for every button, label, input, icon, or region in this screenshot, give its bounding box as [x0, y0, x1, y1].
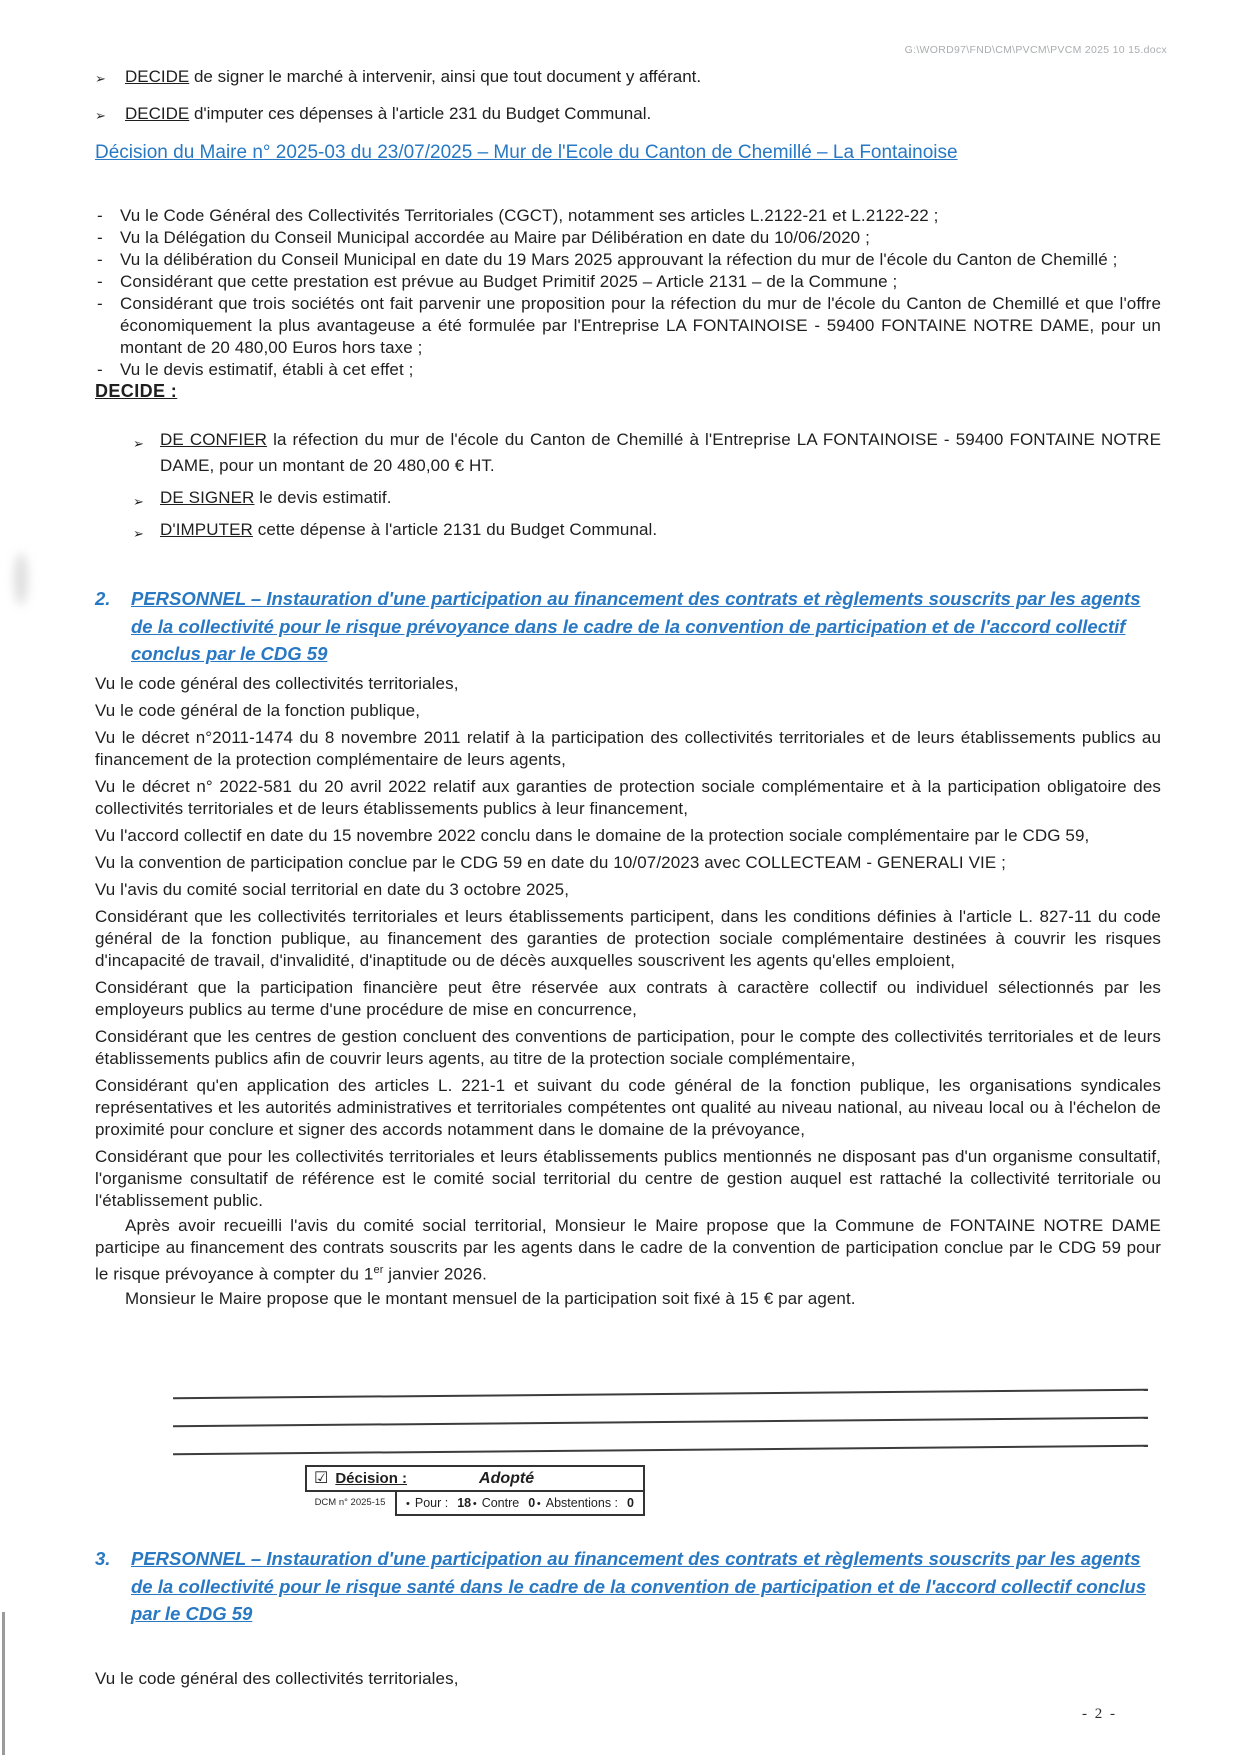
list-item — [95, 271, 1161, 293]
section-title: PERSONNEL – Instauration d'une participation au financement des contrats et règlements souscrits par les agents de la collectivité pour le risque santé dans le cadre de la convention de participation et de l'accord collectif conclus par le CDG 59 — [131, 1548, 1146, 1624]
ruled-line — [173, 1445, 1148, 1456]
decide-text: d'imputer ces dépenses à l'article 231 du Budget Communal. — [189, 104, 652, 123]
decide-bullet — [95, 66, 1161, 87]
consideration-text: Considérant que trois sociétés ont fait parvenir une proposition pour la réfection du mur de l'école du Canton de Chemillé et que l'offre économiquement la plus avantageuse a été formulée par l'Entreprise LA FONTAINOISE - 59400 FONTAINE NOTRE DAME, pour un montant de 20 480,00 Euros hors taxe ; — [120, 294, 1161, 357]
paragraph: Considérant qu'en application des articles L. 221-1 et suivant du code général de la fonction publique, les organisations syndicales représentatives et les autorités administratives et territoriales compétentes ont qualité au niveau national, au niveau local ou à l'échelon de proximité pour conclure et signer des accords notamment dans le domaine de la prévoyance, — [95, 1075, 1161, 1139]
dash-marker-icon: - — [97, 294, 103, 313]
document-body — [95, 66, 1161, 1310]
section-number: 3. — [95, 1548, 111, 1569]
action-keyword: DE SIGNER — [160, 488, 255, 507]
ruled-line — [173, 1417, 1148, 1428]
dot-bullet-icon: • — [406, 1498, 410, 1510]
page-bottom-block — [95, 1393, 1161, 1690]
proposal-text: Après avoir recueilli l'avis du comité social territorial, Monsieur le Maire propose que la Commune de FONTAINE NOTRE DAME participe au financement des contrats souscrits par les agents dans le cadre de la convention de participation conclue par le CDG 59 pour le risque prévoyance à compter du 1 — [95, 1215, 1161, 1284]
list-item — [95, 359, 1161, 381]
vote-label: Contre — [481, 1496, 520, 1510]
arrow-bullet-icon: ➢ — [95, 108, 106, 123]
paragraph: Vu le décret n°2011-1474 du 8 novembre 2011 relatif à la participation des collectivités territoriales et de leurs établissements publics au financement de la protection complémentaire de leurs agents, — [95, 727, 1161, 769]
vote-label: Abstentions : — [545, 1496, 619, 1510]
action-text: la réfection du mur de l'école du Canton de Chemillé à l'Entreprise LA FONTAINOISE - 59400 FONTAINE NOTRE DAME, pour un montant de 20 480,00 € HT. — [160, 430, 1162, 475]
consideration-text: Vu le Code Général des Collectivités Territoriales (CGCT), notamment ses articles L.2122-21 et L.2122-22 ; — [120, 206, 939, 225]
arrow-bullet-icon: ➢ — [133, 526, 144, 541]
list-item — [95, 205, 1161, 227]
scan-smudge-artifact — [14, 553, 28, 605]
paragraph: Considérant que les collectivités territoriales et leurs établissements participent, dans les conditions définies à l'article L. 827-11 du code général de la fonction publique, au financement des garanties de protection sociale complémentaire destinées à couvrir les risques d'incapacité de travail, d'invalidité, d'inaptitude ou de décès auxquelles souscrivent les agents qu'elles emploient, — [95, 906, 1161, 970]
considerations-list — [95, 205, 1161, 381]
list-item — [95, 293, 1161, 359]
participation-amount-paragraph: Monsieur le Maire propose que le montant mensuel de la participation soit fixé à 15 € par agent. — [125, 1289, 856, 1309]
decision-result-row — [305, 1465, 645, 1492]
paragraph: Vu l'accord collectif en date du 15 novembre 2022 conclu dans le domaine de la protection sociale complémentaire par le CDG 59, — [95, 825, 1090, 845]
action-keyword: D'IMPUTER — [160, 520, 253, 539]
list-item — [95, 227, 1161, 249]
paragraph: Vu la convention de participation conclue par le CDG 59 en date du 10/07/2023 avec COLLECTEAM - GENERALI VIE ; — [95, 852, 1006, 872]
scan-edge-artifact — [2, 1612, 5, 1755]
section-3-first-paragraph: Vu le code général des collectivités territoriales, — [95, 1668, 459, 1688]
dash-marker-icon: - — [97, 360, 103, 379]
paragraph: Vu l'avis du comité social territorial en date du 3 octobre 2025, — [95, 879, 570, 899]
ruled-line — [173, 1389, 1148, 1400]
decide-heading: DECIDE : — [95, 381, 178, 401]
decision-votes-row — [305, 1492, 645, 1516]
dot-bullet-icon: • — [536, 1498, 541, 1510]
decide-bullet — [95, 103, 1161, 124]
list-item — [95, 249, 1161, 271]
dot-bullet-icon: • — [472, 1498, 477, 1510]
arrow-bullet-icon: ➢ — [133, 494, 144, 509]
arrow-bullet-icon: ➢ — [133, 436, 144, 451]
vote-abstentions — [537, 1496, 634, 1510]
consideration-text: Considérant que cette prestation est prévue au Budget Primitif 2025 – Article 2131 – de la Commune ; — [120, 272, 898, 291]
consideration-text: Vu la délibération du Conseil Municipal en date du 19 Mars 2025 approuvant la réfection du mur de l'école du Canton de Chemillé ; — [120, 250, 1118, 269]
decide-text: de signer le marché à intervenir, ainsi que tout document y afférant. — [189, 67, 702, 86]
action-text: cette dépense à l'article 2131 du Budget Communal. — [252, 520, 658, 539]
paragraph: Considérant que pour les collectivités territoriales et leurs établissements publics mentionnés ne disposant pas d'un organisme consultatif, l'organisme consultatif de référence est le comité social territorial du centre de gestion auquel est rattaché la collectivité territoriale ou l'établissement public. — [95, 1146, 1161, 1210]
action-item — [133, 485, 1161, 511]
deliberation-reference: DCM n° 2025-15 — [314, 1497, 386, 1508]
vote-value: 0 — [528, 1496, 536, 1510]
mayor-proposal-paragraph — [95, 1215, 1161, 1286]
decide-actions-list — [95, 427, 1161, 543]
decision-maire-title: Décision du Maire n° 2025-03 du 23/07/2025 – Mur de l'Ecole du Canton de Chemillé – La Fontainoise — [95, 142, 958, 163]
section-title: PERSONNEL – Instauration d'une participation au financement des contrats et règlements souscrits par les agents de la collectivité pour le risque prévoyance dans le cadre de la convention de participation et de l'accord collectif conclus par le CDG 59 — [131, 588, 1141, 664]
page-number: - 2 - — [1082, 1706, 1117, 1722]
section-number: 2. — [95, 588, 111, 609]
action-item — [133, 517, 1161, 543]
section-2-heading — [95, 585, 1161, 668]
ordinal-superscript: er — [373, 1263, 384, 1276]
arrow-bullet-icon: ➢ — [95, 71, 106, 86]
vote-pour — [406, 1496, 471, 1510]
proposal-text-end: janvier 2026. — [383, 1264, 487, 1284]
checked-checkbox-icon: ☑ — [314, 1469, 329, 1487]
dash-marker-icon: - — [97, 228, 103, 247]
document-filepath: G:\WORD97\FND\CM\PVCM\PVCM 2025 10 15.docx — [904, 44, 1167, 56]
dash-marker-icon: - — [97, 250, 103, 269]
decide-keyword: DECIDE — [125, 67, 190, 86]
dash-marker-icon: - — [97, 272, 103, 291]
paragraph: Vu le décret n° 2022-581 du 20 avril 2022 relatif aux garanties de protection sociale complémentaire et à la participation obligatoire des collectivités territoriales et de leurs établissements publics à leur financement, — [95, 776, 1161, 818]
decide-keyword: DECIDE — [125, 104, 190, 123]
vote-contre — [473, 1496, 535, 1510]
decision-result-table — [305, 1465, 645, 1516]
action-keyword: DE CONFIER — [160, 430, 268, 449]
dash-marker-icon: - — [97, 206, 103, 225]
consideration-text: Vu la Délégation du Conseil Municipal accordée au Maire par Délibération en date du 10/06/2020 ; — [120, 228, 870, 247]
action-item — [133, 427, 1161, 479]
section-3-heading — [95, 1545, 1161, 1628]
paragraph: Vu le code général des collectivités territoriales, — [95, 673, 459, 693]
vote-value: 0 — [627, 1496, 634, 1510]
decision-label: Décision : — [335, 1470, 408, 1487]
paragraph: Considérant que la participation financière peut être réservée aux contrats à caractère collectif ou individuel sélectionnés par les employeurs publics au terme d'une procédure de mise en concurrence, — [95, 977, 1161, 1019]
vote-value: 18 — [457, 1496, 472, 1510]
votes-cell — [395, 1492, 645, 1516]
consideration-text: Vu le devis estimatif, établi à cet effet ; — [120, 360, 414, 379]
decision-result: Adopté — [479, 1469, 535, 1487]
paragraph: Considérant que les centres de gestion concluent des conventions de participation, pour le compte des collectivités territoriales et de leurs établissements publics afin de couvrir leurs agents, au titre de la protection sociale complémentaire, — [95, 1026, 1161, 1068]
action-text: le devis estimatif. — [254, 488, 392, 507]
vote-label: Pour : — [414, 1496, 449, 1510]
paragraph: Vu le code général de la fonction publique, — [95, 700, 421, 720]
